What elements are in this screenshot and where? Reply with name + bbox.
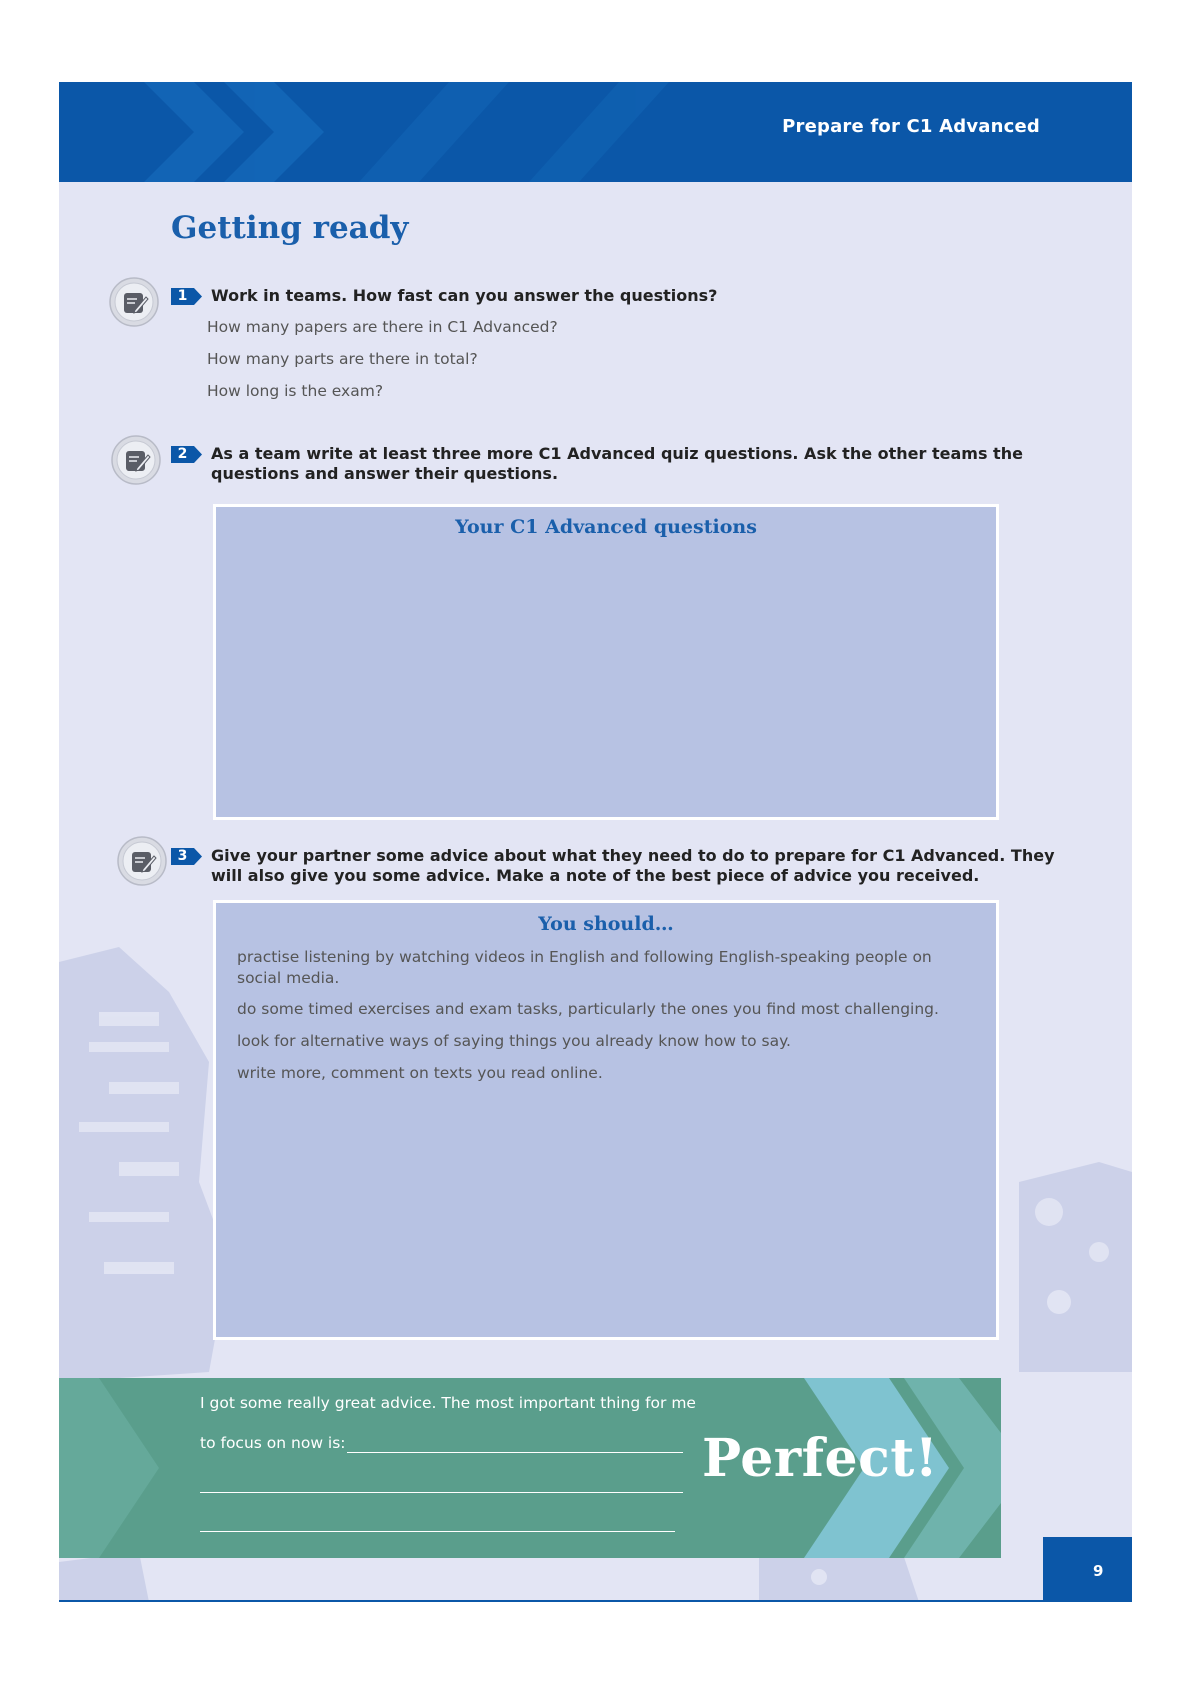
quiz-question: How long is the exam? <box>207 382 384 400</box>
activity-number: 3 <box>177 848 188 864</box>
advice-tip: look for alternative ways of saying things you already know how to say. <box>237 1032 791 1050</box>
page <box>59 82 1132 1602</box>
perfect-badge: Perfect! <box>702 1428 939 1489</box>
activity-number: 1 <box>177 288 188 304</box>
page-number: 9 <box>1093 1562 1104 1580</box>
activity-instruction: Work in teams. How fast can you answer the questions? <box>211 286 718 305</box>
box-title: Your C1 Advanced questions <box>455 516 757 538</box>
activity-number-badge <box>171 446 203 463</box>
answer-line[interactable] <box>200 1492 683 1493</box>
activity-instruction-line: Give your partner some advice about what they need to do to prepare for C1 Advanced. They <box>211 846 1055 865</box>
notebook-pencil-icon <box>111 435 161 485</box>
notebook-pencil-icon <box>117 836 167 886</box>
reflection-banner <box>59 1378 1001 1558</box>
notebook-pencil-icon <box>109 277 159 327</box>
advice-writing-box[interactable] <box>213 900 999 1340</box>
answer-line[interactable] <box>200 1531 675 1532</box>
quiz-question: How many parts are there in total? <box>207 350 478 368</box>
header-band <box>59 82 1132 182</box>
box-title: You should… <box>538 913 674 935</box>
activity-instruction-line: As a team write at least three more C1 Advanced quiz questions. Ask the other teams the <box>211 444 1023 463</box>
activity-instruction-line: questions and answer their questions. <box>211 464 559 483</box>
quiz-question: How many papers are there in C1 Advanced? <box>207 318 558 336</box>
banner-text-line: to focus on now is: <box>200 1434 346 1452</box>
bottom-rule <box>59 1600 1132 1602</box>
page-number-tab <box>1043 1537 1132 1602</box>
page-title: Getting ready <box>171 210 409 246</box>
questions-writing-box[interactable] <box>213 504 999 820</box>
answer-line[interactable] <box>347 1452 683 1453</box>
activity-number-badge <box>171 288 203 305</box>
activity-number-badge <box>171 848 203 865</box>
banner-text-line: I got some really great advice. The most important thing for me <box>200 1394 696 1412</box>
activity-instruction-line: will also give you some advice. Make a note of the best piece of advice you received. <box>211 866 980 885</box>
advice-tip: practise listening by watching videos in English and following English-speaking people on social media. <box>237 948 932 987</box>
advice-tip: do some timed exercises and exam tasks, particularly the ones you find most challenging. <box>237 1000 939 1018</box>
header-title: Prepare for C1 Advanced <box>782 116 1040 137</box>
background-pattern <box>59 82 1132 1602</box>
advice-tip: write more, comment on texts you read online. <box>237 1064 603 1082</box>
activity-number: 2 <box>177 446 188 462</box>
